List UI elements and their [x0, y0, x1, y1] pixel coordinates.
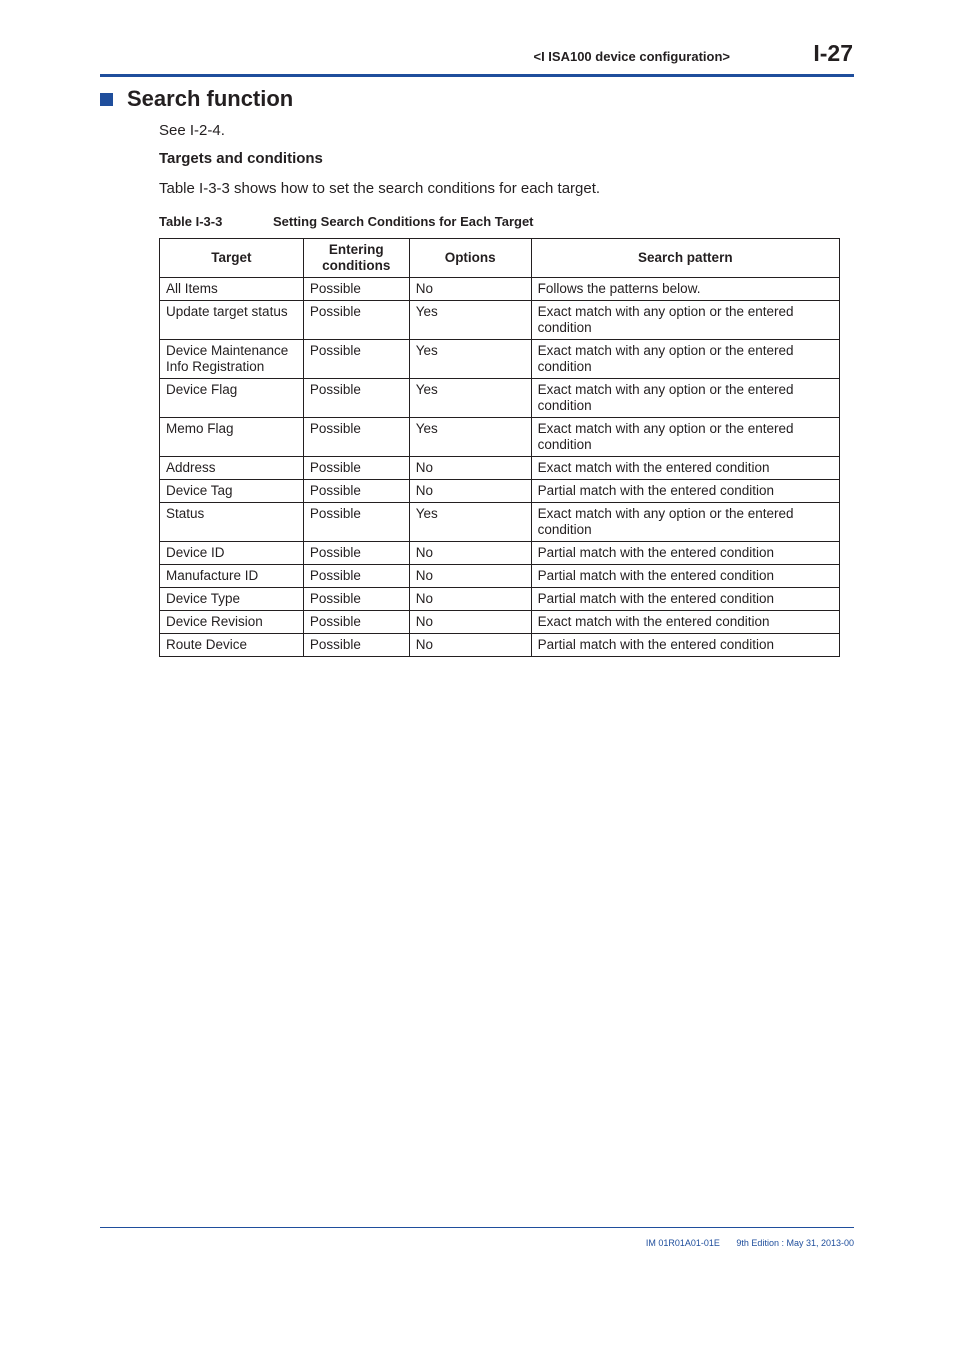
cell-search-pattern: Exact match with any option or the entered condition — [531, 301, 839, 340]
cell-entering-conditions: Possible — [303, 379, 409, 418]
intro-paragraph: Table I-3-3 shows how to set the search conditions for each target. — [159, 180, 601, 197]
cell-search-pattern: Partial match with the entered condition — [531, 565, 839, 588]
section-title: Search function — [127, 86, 294, 111]
cell-target: Status — [160, 503, 304, 542]
table-row — [160, 542, 840, 565]
cell-target: Manufacture ID — [160, 565, 304, 588]
cell-options: No — [409, 588, 531, 611]
cell-search-pattern: Follows the patterns below. — [531, 278, 839, 301]
cell-search-pattern: Exact match with any option or the entered condition — [531, 418, 839, 457]
cell-entering-conditions: Possible — [303, 480, 409, 503]
header-target: Target — [160, 239, 304, 278]
table-row — [160, 301, 840, 340]
cell-target: Address — [160, 457, 304, 480]
cell-search-pattern: Exact match with any option or the entered condition — [531, 340, 839, 379]
cell-options: No — [409, 542, 531, 565]
cell-options: Yes — [409, 340, 531, 379]
cell-search-pattern: Partial match with the entered condition — [531, 634, 839, 657]
cell-entering-conditions: Possible — [303, 588, 409, 611]
header-divider — [100, 74, 854, 77]
page-number: I-27 — [813, 40, 853, 66]
subsection-heading: Targets and conditions — [159, 150, 323, 167]
cell-search-pattern: Exact match with any option or the entered condition — [531, 379, 839, 418]
table-row — [160, 480, 840, 503]
table-row — [160, 379, 840, 418]
table-caption-number: Table I-3-3 — [159, 214, 223, 229]
cell-options: No — [409, 634, 531, 657]
table-row — [160, 634, 840, 657]
table-row — [160, 611, 840, 634]
cell-search-pattern: Exact match with any option or the entered condition — [531, 503, 839, 542]
cell-target: All Items — [160, 278, 304, 301]
cell-search-pattern: Partial match with the entered condition — [531, 588, 839, 611]
cell-options: Yes — [409, 418, 531, 457]
cell-entering-conditions: Possible — [303, 301, 409, 340]
cell-entering-conditions: Possible — [303, 340, 409, 379]
cell-options: No — [409, 457, 531, 480]
table-row — [160, 340, 840, 379]
cell-target: Route Device — [160, 634, 304, 657]
table-row — [160, 588, 840, 611]
footer-edition: 9th Edition : May 31, 2013-00 — [736, 1238, 854, 1248]
section-heading — [100, 86, 293, 112]
cell-entering-conditions: Possible — [303, 503, 409, 542]
cell-target: Update target status — [160, 301, 304, 340]
cell-target: Memo Flag — [160, 418, 304, 457]
search-conditions-table — [159, 238, 840, 657]
cell-options: Yes — [409, 379, 531, 418]
cell-search-pattern: Exact match with the entered condition — [531, 457, 839, 480]
cell-entering-conditions: Possible — [303, 611, 409, 634]
table-body — [160, 278, 840, 657]
cell-entering-conditions: Possible — [303, 457, 409, 480]
table-row — [160, 457, 840, 480]
cell-options: No — [409, 611, 531, 634]
footer — [632, 1238, 854, 1248]
cell-entering-conditions: Possible — [303, 565, 409, 588]
table-caption — [159, 214, 534, 229]
cell-entering-conditions: Possible — [303, 278, 409, 301]
table-row — [160, 418, 840, 457]
table-caption-title: Setting Search Conditions for Each Target — [273, 214, 534, 229]
cell-entering-conditions: Possible — [303, 418, 409, 457]
cell-search-pattern: Exact match with the entered condition — [531, 611, 839, 634]
square-bullet-icon — [100, 93, 113, 106]
header-entering-conditions: Entering conditions — [303, 239, 409, 278]
cell-target: Device ID — [160, 542, 304, 565]
cell-target: Device Tag — [160, 480, 304, 503]
cell-search-pattern: Partial match with the entered condition — [531, 542, 839, 565]
cell-options: No — [409, 480, 531, 503]
cell-entering-conditions: Possible — [303, 634, 409, 657]
cell-search-pattern: Partial match with the entered condition — [531, 480, 839, 503]
cross-reference: See I-2-4. — [159, 122, 225, 139]
cell-options: Yes — [409, 301, 531, 340]
cell-options: Yes — [409, 503, 531, 542]
cell-options: No — [409, 278, 531, 301]
table-row — [160, 503, 840, 542]
running-header: <I ISA100 device configuration> — [533, 49, 730, 64]
header-options: Options — [409, 239, 531, 278]
header-search-pattern: Search pattern — [531, 239, 839, 278]
cell-target: Device Revision — [160, 611, 304, 634]
cell-target: Device Type — [160, 588, 304, 611]
table-row — [160, 278, 840, 301]
cell-target: Device Flag — [160, 379, 304, 418]
table-row — [160, 565, 840, 588]
cell-entering-conditions: Possible — [303, 542, 409, 565]
footer-divider — [100, 1227, 854, 1228]
cell-options: No — [409, 565, 531, 588]
footer-doc-id: IM 01R01A01-01E — [645, 1238, 720, 1248]
table-header-row — [160, 239, 840, 278]
cell-target: Device Maintenance Info Registration — [160, 340, 304, 379]
